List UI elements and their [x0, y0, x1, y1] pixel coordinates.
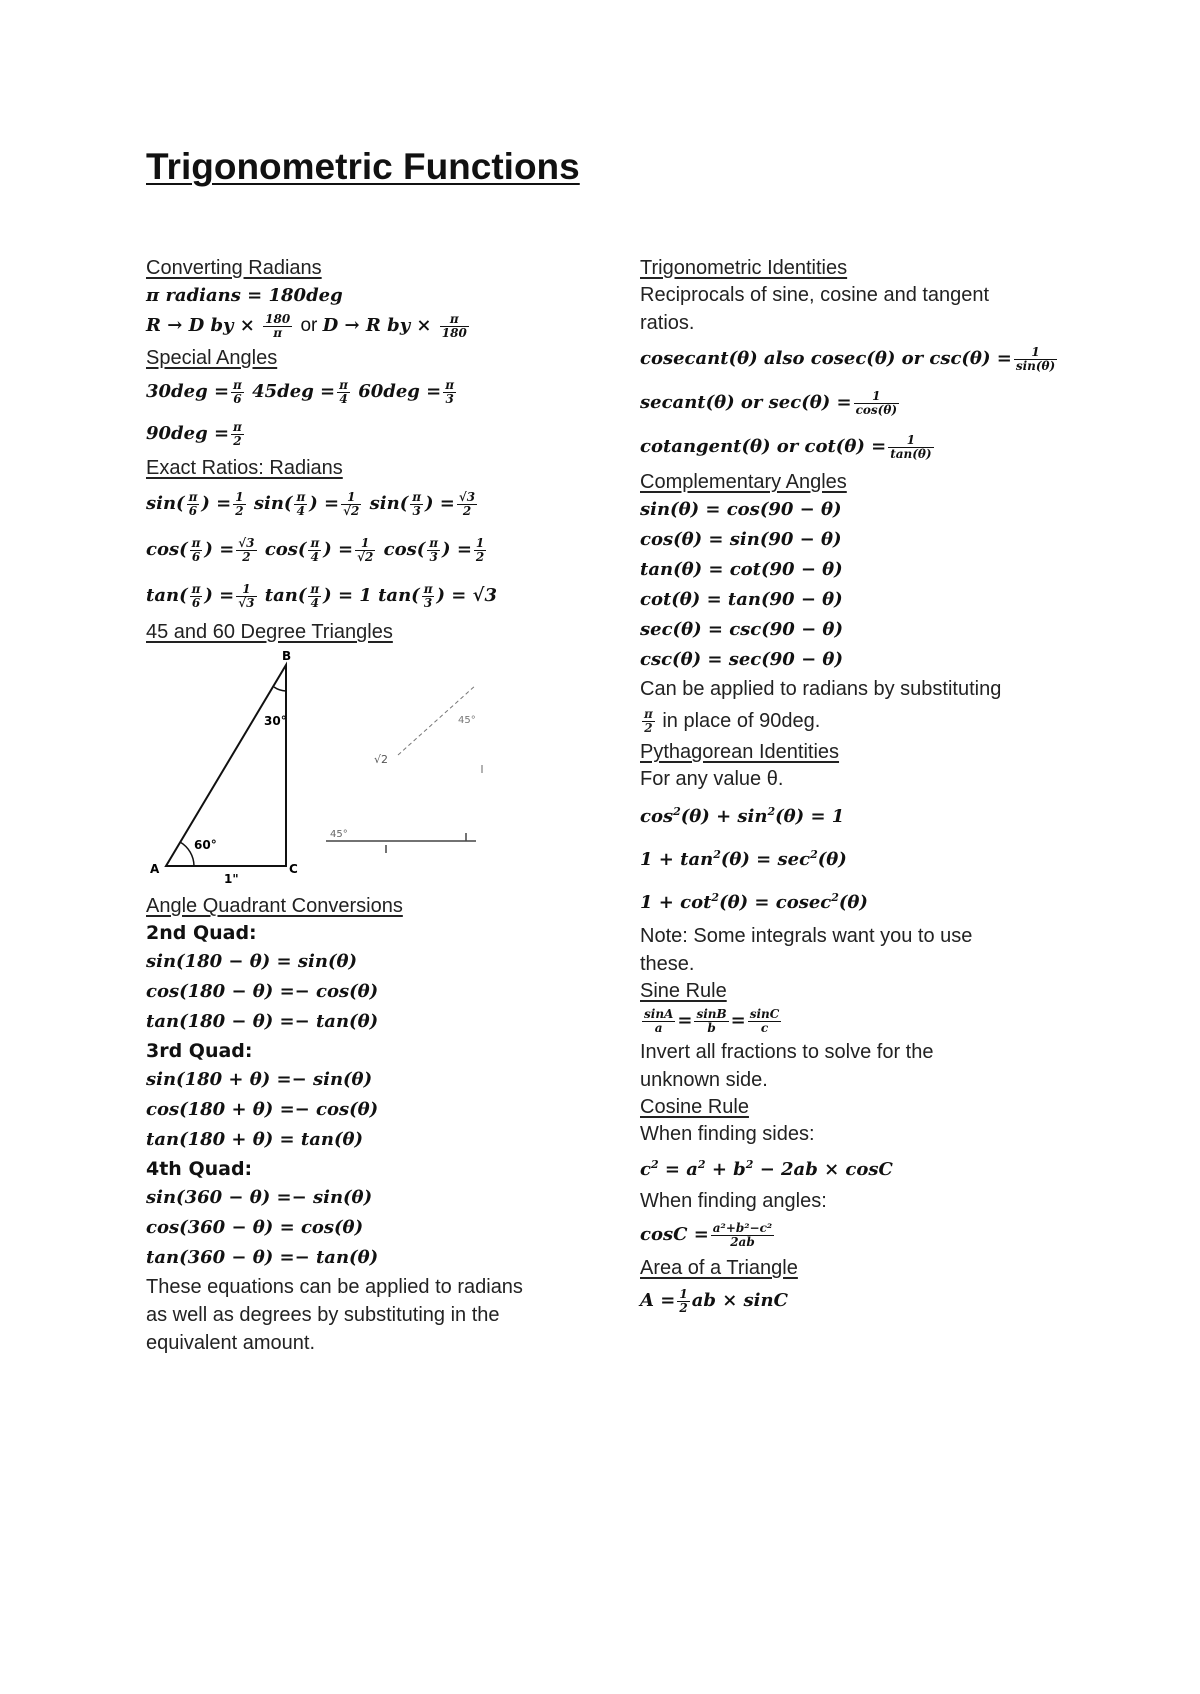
q4-line: tan(360 − θ) =− tan(θ): [146, 1247, 379, 1268]
complementary-line: tan(θ) = cot(90 − θ): [640, 559, 843, 580]
q2-line: tan(180 − θ) =− tan(θ): [146, 1011, 379, 1032]
sine-rule-formula: $\frac{\sin A}{a}$ = $\frac{\sin B}{b}$ = $\frac{\sin C}{c}$: [644, 1006, 780, 1035]
quadrant-note: These equations can be applied to radians: [146, 1276, 523, 1298]
special-angles-heading: Special Angles: [146, 347, 278, 369]
complementary-line: sin(θ) = cos(90 − θ): [640, 499, 842, 520]
pythagorean-heading: Pythagorean Identities: [640, 741, 840, 763]
special-angle-90: 90deg = $\frac{\pi}{2}$: [146, 419, 242, 448]
cosine-sides-label: When finding sides:: [640, 1123, 815, 1145]
identities-intro: Reciprocals of sine, cosine and tangent: [640, 284, 990, 306]
cosine-angles-formula: cosC = $\frac{\text{a²+b²−c²}}{2ab}$: [640, 1220, 773, 1249]
complementary-line: sec(θ) = csc(90 − θ): [640, 619, 843, 640]
quadrant-note: as well as degrees by substituting in the: [146, 1304, 500, 1326]
identities-heading: Trigonometric Identities: [640, 257, 848, 279]
vertex-a-label: A: [150, 862, 160, 876]
exact-cos-row: cos( $\frac{\pi}{6}$ ) = $\frac{√3}{2}$ cos( $\frac{\pi}{4}$ ) = $\frac{1}{√2}$ cos( $\frac{\pi}{3}$ ) = $\frac{1}{2}$: [146, 535, 485, 564]
cosecant-identity: cosecant(θ) also cosec(θ) or csc(θ) = $\frac{1}{\sin(\theta)}$: [640, 344, 1056, 373]
sine-rule-note: unknown side.: [640, 1069, 768, 1091]
vertex-c-label: C: [289, 862, 298, 876]
complementary-line: csc(θ) = sec(90 − θ): [640, 649, 843, 670]
secant-identity: secant(θ) or sec(θ) = $\frac{1}{\cos(\theta)}$: [640, 388, 898, 417]
q3-line: tan(180 + θ) = tan(θ): [146, 1129, 364, 1150]
pythagorean-1: $\cos^2(\theta) + \sin^2(\theta) = 1$: [640, 805, 845, 827]
q4-line: cos(360 − θ) = cos(θ): [146, 1217, 364, 1238]
pythagorean-note: these.: [640, 953, 695, 975]
right-column: [640, 255, 1100, 1321]
exact-sin-row: sin( $\frac{\pi}{6}$ ) = $\frac{1}{2}$ sin( $\frac{\pi}{4}$ ) = $\frac{1}{√2}$ sin( $\frac{\pi}{3}$ ) = $\frac{√3}{2}$: [146, 489, 476, 518]
complementary-line: cot(θ) = tan(90 − θ): [640, 589, 843, 610]
q3-line: sin(180 + θ) =− sin(θ): [146, 1069, 373, 1090]
area-formula: A = $\frac{1}{2}$ ab × sinC: [640, 1286, 788, 1315]
special-angles-row: 30deg = $\frac{\pi}{6}$ 45deg = $\frac{\pi}{4}$ 60deg = $\frac{\pi}{3}$: [146, 377, 455, 406]
base-label: 1": [224, 872, 239, 885]
left-column: [146, 255, 586, 1357]
cotangent-identity: cotangent(θ) or cot(θ) = $\frac{1}{\tan(\theta)}$: [640, 432, 932, 461]
triangles-figure: [146, 645, 586, 885]
q3-label: 3rd Quad:: [146, 1040, 253, 1062]
triangles-svg: [146, 645, 586, 885]
angle-b-arc: [274, 687, 286, 691]
complementary-note: Can be applied to radians by substituting: [640, 678, 1002, 700]
complementary-heading: Complementary Angles: [640, 471, 847, 493]
q3-line: cos(180 + θ) =− cos(θ): [146, 1099, 379, 1120]
quadrants-heading: Angle Quadrant Conversions: [146, 895, 403, 917]
cosine-angles-label: When finding angles:: [640, 1190, 827, 1212]
area-heading: Area of a Triangle: [640, 1257, 798, 1279]
angle-b-label: 30°: [264, 714, 287, 728]
exact-ratios-heading: Exact Ratios: Radians: [146, 457, 343, 479]
identities-intro: ratios.: [640, 312, 695, 334]
complementary-note-2: $\frac{\pi}{2}$ in place of 90deg.: [644, 707, 821, 736]
angle-a-label: 60°: [194, 838, 217, 852]
q2-label: 2nd Quad:: [146, 922, 257, 944]
converting-radians-heading: Converting Radians: [146, 257, 322, 279]
radians-degrees-equation: π radians = 180deg: [146, 285, 343, 306]
vertex-b-label: B: [282, 649, 292, 663]
fraction: $\frac{\pi}{180}$: [441, 311, 467, 340]
quadrant-note: equivalent amount.: [146, 1332, 316, 1354]
deg45-top-label: 45°: [458, 715, 476, 726]
triangles-heading: 45 and 60 Degree Triangles: [146, 621, 393, 643]
sine-rule-heading: Sine Rule: [640, 980, 727, 1002]
pythagorean-note: Note: Some integrals want you to use: [640, 925, 973, 947]
cosine-rule-heading: Cosine Rule: [640, 1096, 749, 1118]
q2-line: sin(180 − θ) = sin(θ): [146, 951, 357, 972]
q4-label: 4th Quad:: [146, 1158, 253, 1180]
pythagorean-3: $1 + \cot^2(\theta) = cosec^2(\theta)$: [640, 891, 868, 913]
cosine-sides-formula: $c^2 = a^2 + b^2 - 2ab \times \cos C$: [640, 1158, 893, 1180]
root2-label: √2: [374, 753, 389, 766]
pythagorean-intro: For any value θ.: [640, 768, 784, 790]
exact-tan-row: tan( $\frac{\pi}{6}$ ) = $\frac{1}{√3}$ tan( $\frac{\pi}{4}$ ) = 1 tan( $\frac{\pi}{3}$ ) = √3: [146, 581, 497, 610]
pythagorean-2: $1 + \tan^2(\theta) = \sec^2(\theta)$: [640, 848, 847, 870]
angle-a-arc: [180, 842, 194, 866]
complementary-line: cos(θ) = sin(90 − θ): [640, 529, 842, 550]
page-title: Trigonometric Functions: [146, 146, 580, 187]
q2-line: cos(180 − θ) =− cos(θ): [146, 981, 379, 1002]
deg45-bottom-label: 45°: [330, 829, 348, 840]
sine-rule-note: Invert all fractions to solve for the: [640, 1041, 934, 1063]
fraction: $\frac{180}{\pi}$: [265, 311, 291, 340]
q4-line: sin(360 − θ) =− sin(θ): [146, 1187, 373, 1208]
conversion-factors: R → D by × $\frac{180}{\pi}$ or D → R by × $\frac{\pi}{180}$: [146, 311, 467, 340]
triangle-30-60-90: [166, 665, 286, 866]
